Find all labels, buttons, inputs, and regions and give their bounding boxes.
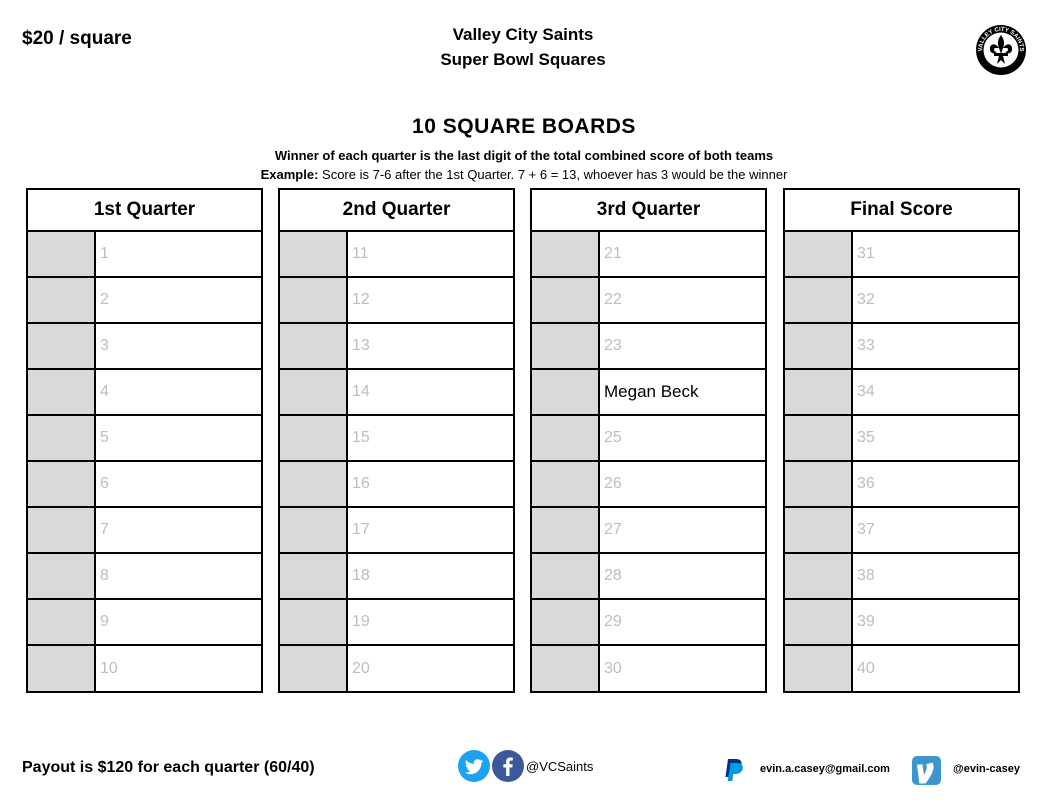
square-name-cell[interactable]: 39: [857, 613, 875, 630]
board-row: [785, 646, 1018, 691]
board-row: [532, 554, 765, 600]
square-name-cell[interactable]: 15: [352, 429, 370, 446]
square-name-cell[interactable]: 40: [857, 659, 875, 677]
board-row: [280, 324, 513, 370]
board-row: [280, 462, 513, 508]
square-name-cell[interactable]: 30: [604, 659, 622, 677]
board-row: [785, 462, 1018, 508]
square-name-cell[interactable]: 31: [857, 245, 875, 262]
boards-title: 10 SQUARE BOARDS: [412, 115, 636, 138]
square-name-cell[interactable]: 27: [604, 521, 622, 538]
score-digit-cell: [785, 554, 853, 598]
fleur-de-lis-logo-icon: [975, 24, 1027, 76]
score-digit-cell: [532, 232, 600, 276]
score-digit-cell: [280, 600, 348, 644]
square-name-cell[interactable]: 11: [352, 245, 369, 262]
score-digit-cell: [280, 278, 348, 322]
board-row: [28, 600, 261, 646]
board-row: [28, 370, 261, 416]
board-row: [785, 554, 1018, 600]
social-links: [458, 750, 593, 782]
score-digit-cell: [532, 554, 600, 598]
social-handle[interactable]: @VCSaints: [526, 758, 594, 774]
winning-rule: Winner of each quarter is the last digit of the total combined score of both teams: [274, 148, 774, 163]
square-name-cell[interactable]: 25: [604, 429, 622, 446]
square-name-cell[interactable]: 8: [100, 567, 109, 584]
board-row: [785, 324, 1018, 370]
square-name-cell[interactable]: 5: [100, 429, 109, 446]
board-row: [532, 324, 765, 370]
score-digit-cell: [785, 646, 853, 691]
score-digit-cell: [532, 462, 600, 506]
score-digit-cell: [280, 416, 348, 460]
example-body: Score is 7-6 after the 1st Quarter. 7 + 6 = 13, whoever has 3 would be the winner: [318, 167, 788, 182]
twitter-icon[interactable]: [458, 750, 492, 782]
paypal-icon[interactable]: [721, 757, 747, 783]
score-digit-cell: [785, 508, 853, 552]
score-digit-cell: [280, 554, 348, 598]
board-row: [28, 462, 261, 508]
square-name-cell[interactable]: 9: [100, 613, 109, 630]
square-name-cell[interactable]: 19: [352, 613, 370, 630]
score-digit-cell: [785, 278, 853, 322]
square-name-cell[interactable]: 33: [857, 337, 875, 354]
logo-text: VALLEY CITY SAINTS: [977, 26, 1025, 52]
board-row: [785, 278, 1018, 324]
score-digit-cell: [532, 508, 600, 552]
square-name-cell[interactable]: 32: [857, 291, 875, 308]
score-digit-cell: [280, 462, 348, 506]
board-title: Final Score: [785, 190, 1018, 232]
board-2nd-quarter: [278, 188, 515, 693]
square-name-cell[interactable]: 14: [352, 383, 370, 400]
score-digit-cell: [532, 278, 600, 322]
board-row: [532, 462, 765, 508]
score-digit-cell: [785, 600, 853, 644]
example-label: Example:: [260, 167, 319, 182]
square-name-cell[interactable]: 38: [857, 567, 875, 584]
score-digit-cell: [280, 232, 348, 276]
score-digit-cell: [28, 416, 96, 460]
score-digit-cell: [532, 324, 600, 368]
square-name-cell[interactable]: 29: [604, 613, 622, 630]
square-name-cell[interactable]: 21: [604, 245, 622, 262]
board-row: [785, 232, 1018, 278]
score-digit-cell: [28, 324, 96, 368]
score-digit-cell: [28, 278, 96, 322]
square-name-cell[interactable]: 22: [604, 291, 622, 308]
paypal-email[interactable]: evin.a.casey@gmail.com: [760, 763, 890, 775]
score-digit-cell: [532, 600, 600, 644]
score-digit-cell: [280, 324, 348, 368]
pool-subtitle: Super Bowl Squares: [440, 50, 606, 69]
board-row: [28, 278, 261, 324]
square-name-cell[interactable]: 36: [857, 475, 875, 492]
board-row: [532, 600, 765, 646]
example-text: [0, 167, 1048, 182]
score-digit-cell: [28, 232, 96, 276]
score-digit-cell: [28, 554, 96, 598]
square-name-cell[interactable]: 2: [100, 291, 109, 308]
board-final-score: [783, 188, 1020, 693]
board-title: 3rd Quarter: [532, 190, 765, 232]
square-name-cell[interactable]: 18: [352, 567, 370, 584]
square-name-cell[interactable]: 34: [857, 383, 875, 400]
facebook-icon[interactable]: [492, 750, 524, 782]
board-1st-quarter: [26, 188, 263, 693]
board-row: [532, 232, 765, 278]
score-digit-cell: [28, 646, 96, 691]
board-row: [532, 370, 765, 416]
square-name-cell[interactable]: 7: [100, 521, 109, 538]
board-row: [280, 416, 513, 462]
venmo-icon[interactable]: [912, 756, 941, 785]
square-name-cell[interactable]: 16: [352, 475, 370, 492]
score-digit-cell: [28, 462, 96, 506]
payout-text: Payout is $120 for each quarter (60/40): [22, 759, 315, 776]
score-digit-cell: [28, 370, 96, 414]
square-name-cell[interactable]: 3: [100, 337, 109, 354]
score-digit-cell: [532, 646, 600, 691]
score-digit-cell: [785, 370, 853, 414]
score-digit-cell: [280, 508, 348, 552]
board-row: [532, 416, 765, 462]
score-digit-cell: [785, 324, 853, 368]
square-name-cell[interactable]: 13: [352, 337, 370, 354]
score-digit-cell: [532, 370, 600, 414]
square-name-cell[interactable]: 17: [352, 521, 370, 538]
board-row: [28, 646, 261, 691]
board-row: [785, 416, 1018, 462]
square-name-cell[interactable]: 23: [604, 337, 622, 354]
board-row: [28, 324, 261, 370]
square-name-cell[interactable]: 4: [100, 383, 109, 400]
board-row: [532, 646, 765, 691]
square-name-cell[interactable]: Megan Beck: [604, 382, 699, 401]
board-row: [532, 278, 765, 324]
board-row: [280, 600, 513, 646]
score-digit-cell: [785, 416, 853, 460]
board-row: [280, 278, 513, 324]
square-name-cell[interactable]: 26: [604, 475, 622, 492]
board-title: 2nd Quarter: [280, 190, 513, 232]
board-row: [532, 508, 765, 554]
board-row: [785, 600, 1018, 646]
square-name-cell[interactable]: 37: [857, 521, 875, 538]
square-name-cell[interactable]: 6: [100, 475, 109, 492]
board-row: [28, 232, 261, 278]
board-row: [280, 554, 513, 600]
board-title: 1st Quarter: [28, 190, 261, 232]
score-digit-cell: [785, 232, 853, 276]
square-name-cell[interactable]: 12: [352, 291, 370, 308]
venmo-handle[interactable]: @evin-casey: [953, 763, 1020, 775]
price-per-square: $20 / square: [22, 28, 132, 49]
score-digit-cell: [532, 416, 600, 460]
board-row: [280, 232, 513, 278]
score-digit-cell: [785, 462, 853, 506]
score-digit-cell: [280, 646, 348, 691]
board-row: [280, 370, 513, 416]
board-row: [28, 554, 261, 600]
score-digit-cell: [28, 600, 96, 644]
pool-title: Valley City Saints: [452, 25, 594, 44]
board-row: [785, 508, 1018, 554]
square-name-cell[interactable]: 20: [352, 659, 370, 677]
board-row: [28, 416, 261, 462]
board-row: [28, 508, 261, 554]
board-3rd-quarter: [530, 188, 767, 693]
score-digit-cell: [28, 508, 96, 552]
board-row: [280, 508, 513, 554]
square-name-cell[interactable]: 1: [100, 245, 109, 262]
board-row: [785, 370, 1018, 416]
board-row: [280, 646, 513, 691]
score-digit-cell: [280, 370, 348, 414]
square-name-cell[interactable]: 10: [100, 659, 118, 677]
square-name-cell[interactable]: 28: [604, 567, 622, 584]
square-name-cell[interactable]: 35: [857, 429, 875, 446]
